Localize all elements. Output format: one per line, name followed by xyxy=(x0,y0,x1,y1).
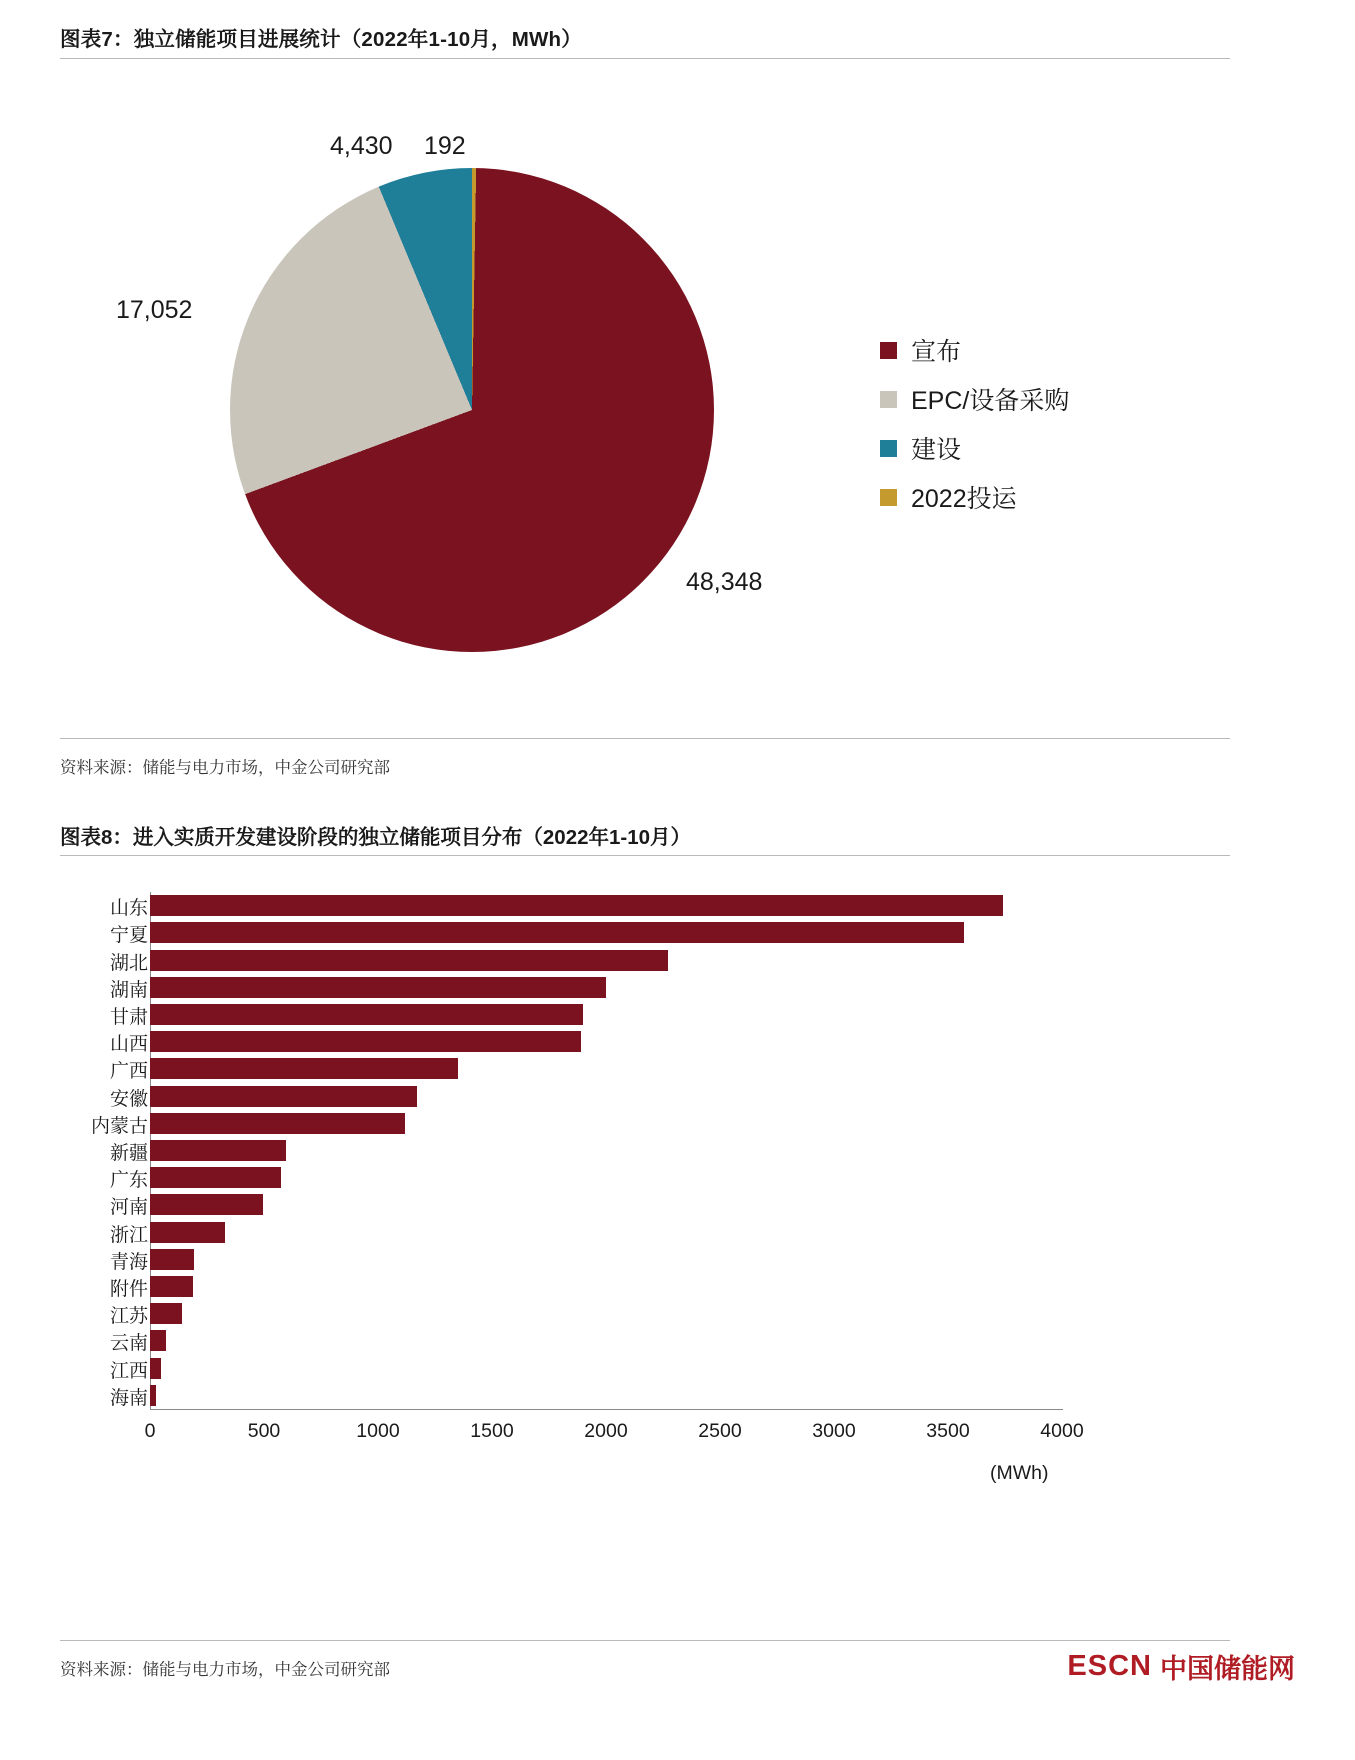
logo-text-escn: ESCN xyxy=(1067,1649,1152,1682)
bar xyxy=(150,1113,405,1134)
figure8-bottom-divider xyxy=(60,1640,1230,1641)
bar xyxy=(150,1058,458,1079)
bar-row xyxy=(150,1004,1062,1030)
bar-row xyxy=(150,1385,1062,1411)
pie-label-operation: 192 xyxy=(424,132,466,160)
legend-label-announce: 宣布 xyxy=(911,338,962,366)
bar-row xyxy=(150,1222,1062,1248)
bar-row xyxy=(150,1058,1062,1084)
x-tick-label: 0 xyxy=(144,1420,156,1442)
bar-row xyxy=(150,895,1062,921)
bar xyxy=(150,1004,583,1025)
figure7-bottom-divider xyxy=(60,738,1230,739)
category-label: 内蒙古 xyxy=(90,1115,148,1137)
bar xyxy=(150,1194,263,1215)
bar-row xyxy=(150,1358,1062,1384)
x-tick-label: 500 xyxy=(247,1420,281,1442)
legend-swatch-announce xyxy=(880,342,897,359)
bar-row xyxy=(150,1303,1062,1329)
bar xyxy=(150,950,668,971)
legend-item-operation xyxy=(880,477,1160,517)
x-tick-label: 2500 xyxy=(698,1420,742,1442)
bar-row xyxy=(150,1249,1062,1275)
category-label: 山西 xyxy=(109,1034,148,1056)
category-label: 广东 xyxy=(109,1170,148,1192)
figure8-title: 图表8：进入实质开发建设阶段的独立储能项目分布（2022年1-10月） xyxy=(60,826,692,849)
bar xyxy=(150,1140,286,1161)
category-label: 附件 xyxy=(109,1279,148,1301)
category-label: 青海 xyxy=(109,1251,148,1273)
bar-row xyxy=(150,1330,1062,1356)
bar xyxy=(150,1330,166,1351)
x-tick-label: 3000 xyxy=(812,1420,856,1442)
x-tick-label: 1000 xyxy=(356,1420,400,1442)
bar xyxy=(150,1167,281,1188)
pie-label-announce: 48,348 xyxy=(686,568,763,596)
pie-label-build: 4,430 xyxy=(330,132,393,160)
category-label: 新疆 xyxy=(109,1143,148,1164)
bar xyxy=(150,922,964,943)
pie-label-epc: 17,052 xyxy=(116,296,193,324)
category-label: 宁夏 xyxy=(109,925,148,947)
figure7-title: 图表7：独立储能项目进展统计（2022年1-10月，MWh） xyxy=(60,28,582,51)
legend-item-build xyxy=(880,428,1160,468)
category-label: 广西 xyxy=(109,1061,148,1083)
category-label: 甘肃 xyxy=(109,1006,148,1028)
category-label: 江苏 xyxy=(109,1306,148,1328)
figure7-legend xyxy=(880,330,1160,526)
figure7-source: 资料来源：储能与电力市场，中金公司研究部 xyxy=(60,759,390,777)
legend-item-epc xyxy=(880,379,1160,419)
figure8-bar-chart xyxy=(60,880,1160,1520)
legend-label-build: 建设 xyxy=(911,436,962,464)
legend-swatch-epc xyxy=(880,391,897,408)
logo-text-cn: 中国储能网 xyxy=(1160,1653,1295,1684)
bar-row xyxy=(150,1031,1062,1057)
x-tick-label: 4000 xyxy=(1040,1420,1084,1442)
bar-row xyxy=(150,1086,1062,1112)
bar-row xyxy=(150,1140,1062,1166)
bar xyxy=(150,1222,225,1243)
legend-swatch-build xyxy=(880,440,897,457)
bar xyxy=(150,1303,182,1324)
bar-row xyxy=(150,977,1062,1003)
legend-item-announce xyxy=(880,330,1160,370)
category-label: 湖南 xyxy=(109,979,148,1001)
bar xyxy=(150,977,606,998)
figure8-top-divider xyxy=(60,855,1230,856)
category-label: 湖北 xyxy=(109,952,148,974)
category-label: 浙江 xyxy=(109,1224,148,1246)
category-label: 山东 xyxy=(109,898,148,920)
pie-slices xyxy=(230,168,714,652)
bar xyxy=(150,1249,194,1270)
category-label: 江西 xyxy=(109,1360,148,1382)
legend-label-operation: 2022投运 xyxy=(911,485,1017,513)
category-label: 海南 xyxy=(109,1387,148,1409)
escn-logo xyxy=(1067,1648,1295,1684)
category-label: 安徽 xyxy=(109,1088,148,1110)
bar xyxy=(150,895,1003,916)
bar xyxy=(150,1385,156,1406)
x-tick-label: 2000 xyxy=(584,1420,628,1442)
bar-row xyxy=(150,1167,1062,1193)
x-tick-label: 1500 xyxy=(470,1420,514,1442)
x-tick-label: 3500 xyxy=(926,1420,970,1442)
bar xyxy=(150,1031,581,1052)
bar-row xyxy=(150,1276,1062,1302)
bar xyxy=(150,1086,417,1107)
x-axis-unit-label: (MWh) xyxy=(990,1462,1049,1484)
bar-row xyxy=(150,922,1062,948)
legend-label-epc: EPC/设备采购 xyxy=(911,387,1070,415)
figure8-source: 资料来源：储能与电力市场，中金公司研究部 xyxy=(60,1661,390,1679)
bar xyxy=(150,1276,193,1297)
category-label: 云南 xyxy=(109,1333,148,1355)
figure7-pie-chart xyxy=(230,168,714,652)
bar-row xyxy=(150,950,1062,976)
legend-swatch-operation xyxy=(880,489,897,506)
figure7-top-divider xyxy=(60,58,1230,59)
category-label: 河南 xyxy=(109,1197,148,1219)
bar-row xyxy=(150,1113,1062,1139)
bar-row xyxy=(150,1194,1062,1220)
bar xyxy=(150,1358,161,1379)
